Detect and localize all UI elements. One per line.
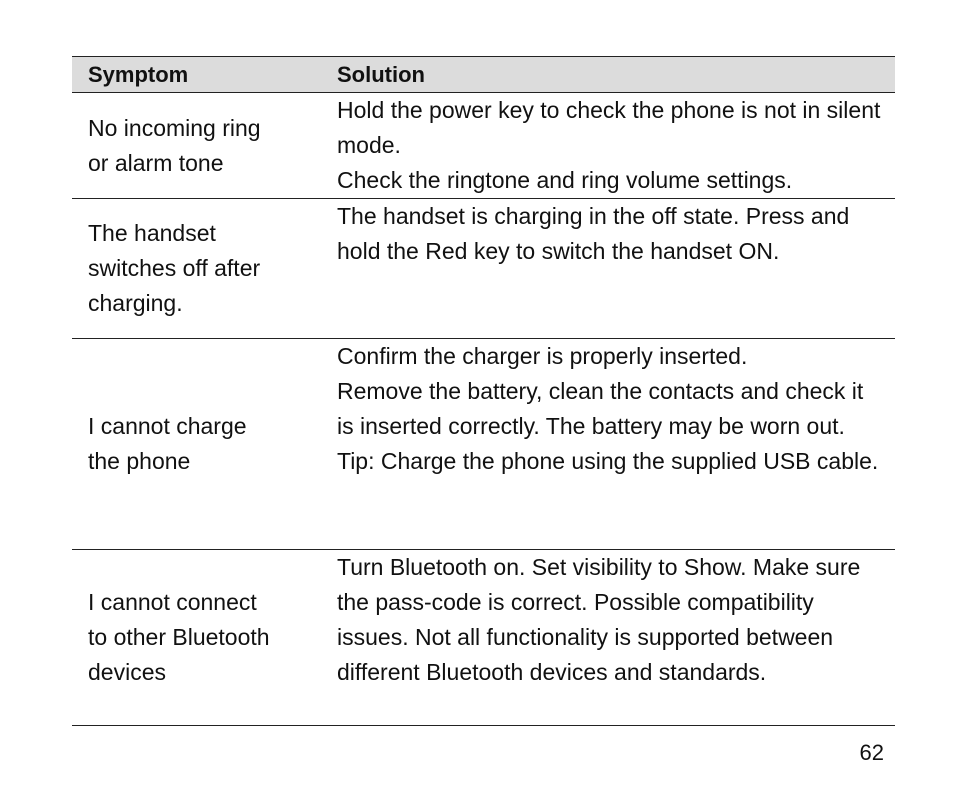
solution-text: Confirm the charger is properly inserted. [337, 343, 748, 369]
solution-text: Hold the power key to check the phone is not in silent mode. [337, 97, 881, 158]
solution-text: Tip: Charge the phone using the supplied USB cable. [337, 448, 879, 474]
solution-text: Turn Bluetooth on. Set visibility to Show. Make sure the pass-code is correct. Possible compatibility issues. Not all functionality is supported between different Bluetooth devices and standards. [337, 554, 861, 685]
symptom-line: I cannot charge [88, 413, 247, 439]
header-solution: Solution [337, 62, 425, 87]
solution-cell [337, 339, 895, 550]
symptom-cell [72, 339, 337, 550]
symptom-line: or alarm tone [88, 149, 224, 176]
solution-cell [337, 199, 895, 339]
table-row [72, 199, 895, 339]
page-number: 62 [859, 740, 884, 765]
symptom-line: to other Bluetooth [88, 624, 270, 650]
troubleshooting-table [72, 56, 895, 726]
symptom-cell [72, 199, 337, 339]
table-row [72, 93, 895, 199]
table-header-row [72, 57, 895, 93]
solution-text: Remove the battery, clean the contacts and check it is inserted correctly. The battery may be worn out. [337, 378, 864, 439]
symptom-cell [72, 550, 337, 726]
table-row [72, 339, 895, 550]
symptom-line: devices [88, 659, 166, 685]
symptom-line: No incoming ring [88, 114, 261, 141]
solution-text: Check the ringtone and ring volume settings. [337, 167, 793, 193]
header-symptom: Symptom [88, 62, 189, 87]
symptom-line: the phone [88, 448, 191, 474]
symptom-line: switches off after [88, 255, 261, 281]
solution-cell [337, 93, 895, 199]
table-row [72, 550, 895, 726]
solution-text: The handset is charging in the off state. Press and hold the Red key to switch the handset ON. [337, 203, 850, 264]
symptom-line: The handset [88, 220, 216, 246]
symptom-cell [72, 93, 337, 199]
symptom-line: I cannot connect [88, 589, 257, 615]
solution-cell [337, 550, 895, 726]
symptom-line: charging. [88, 290, 183, 316]
